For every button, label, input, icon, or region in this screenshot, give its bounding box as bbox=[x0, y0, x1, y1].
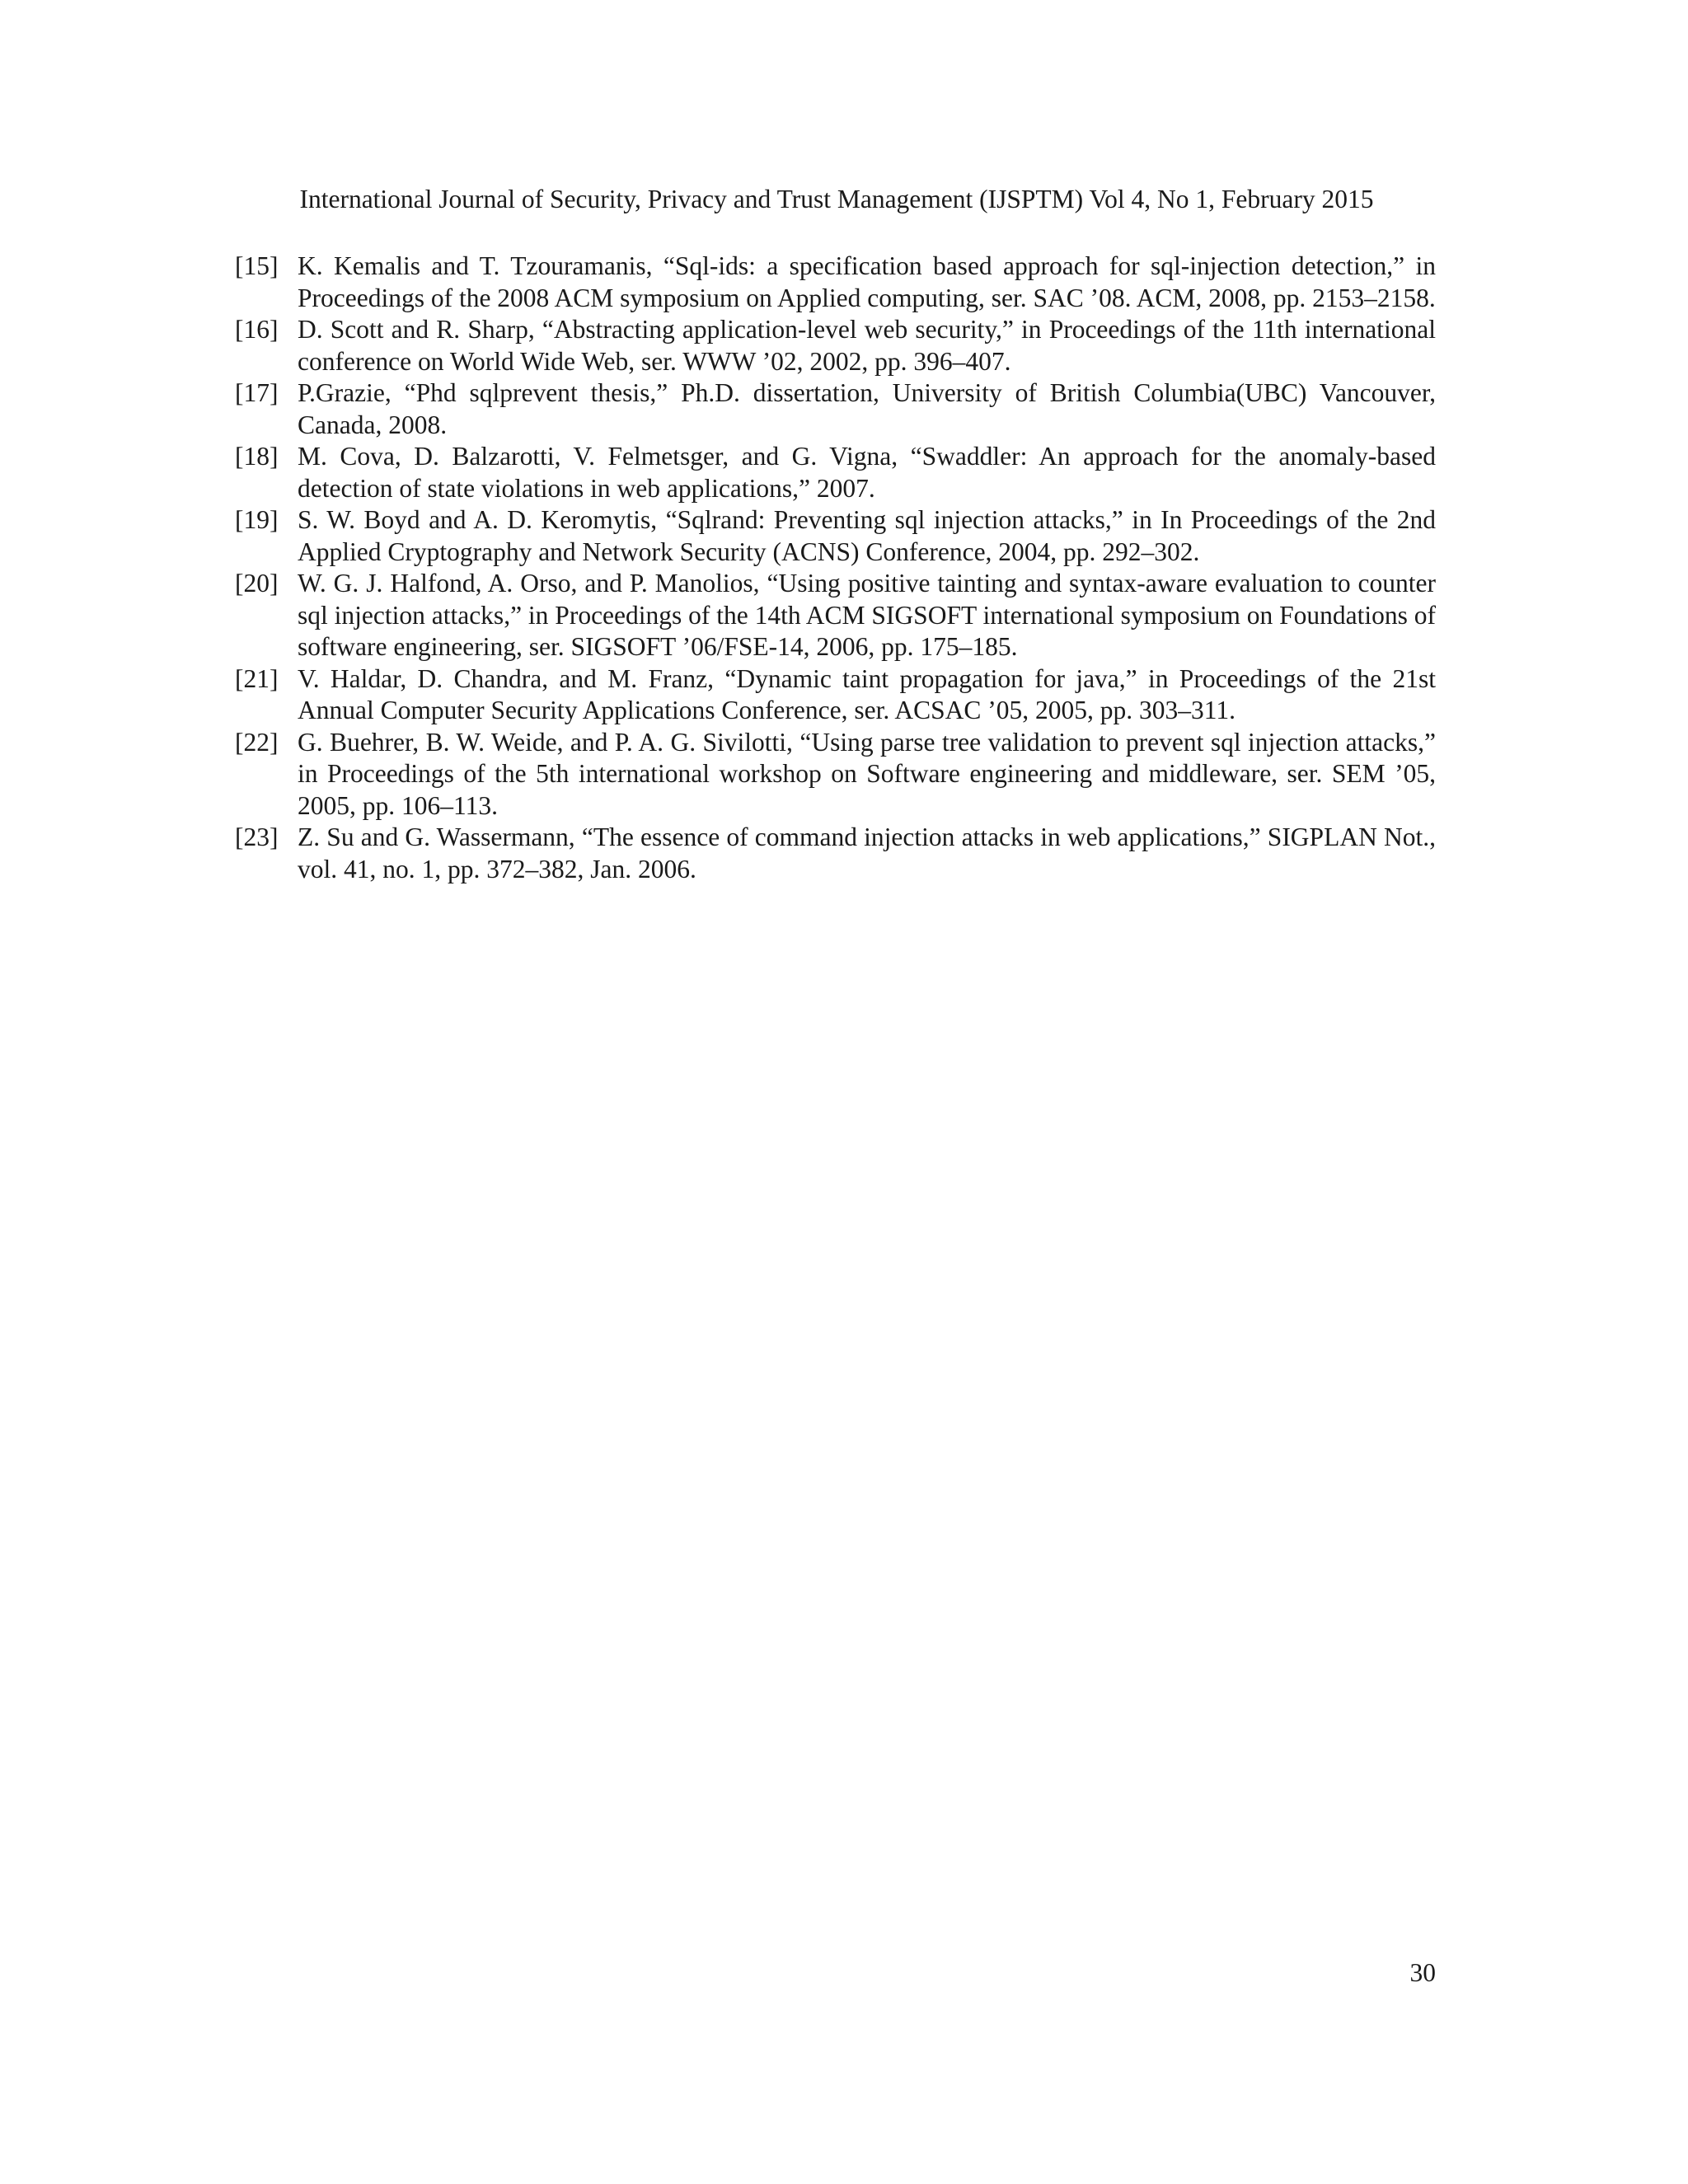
journal-running-header: International Journal of Security, Privacy and Trust Management (IJSPTM) Vol 4, No 1, February 2015 bbox=[299, 185, 1374, 213]
reference-number: [21] bbox=[235, 663, 279, 693]
reference-number: [23] bbox=[235, 823, 279, 851]
reference-item-18 bbox=[235, 441, 1436, 504]
reference-item-22 bbox=[235, 727, 1436, 823]
reference-text: W. G. J. Halfond, A. Orso, and P. Manolios, “Using positive tainting and syntax-aware evaluation to counter sql injection attacks,” in Proceedings of the 14th ACM SIGSOFT international symposium on Foundations of software engineering, ser. SIGSOFT ’06/FSE-14, 2006, pp. 175–185. bbox=[298, 569, 1436, 661]
reference-number: [19] bbox=[235, 505, 279, 534]
reference-item-17 bbox=[235, 377, 1436, 441]
reference-item-21 bbox=[235, 663, 1436, 727]
reference-text: D. Scott and R. Sharp, “Abstracting application-level web security,” in Proceedings of the 11th international conference on World Wide Web, ser. WWW ’02, 2002, pp. 396–407. bbox=[298, 315, 1436, 376]
reference-text: S. W. Boyd and A. D. Keromytis, “Sqlrand: Preventing sql injection attacks,” in In Proceedings of the 2nd Applied Cryptography and Network Security (ACNS) Conference, 2004, pp. 292–302. bbox=[298, 505, 1436, 566]
reference-text: V. Haldar, D. Chandra, and M. Franz, “Dynamic taint propagation for java,” in Proceedings of the 21st Annual Computer Security Applications Conference, ser. ACSAC ’05, 2005, pp. 303–311. bbox=[298, 663, 1436, 724]
page-number: 30 bbox=[1409, 1958, 1436, 1987]
reference-text: G. Buehrer, B. W. Weide, and P. A. G. Sivilotti, “Using parse tree validation to prevent sql injection attacks,” in Proceedings of the 5th international workshop on Software engineering and middleware, ser. SEM ’05, 2005, pp. 106–113. bbox=[298, 727, 1436, 820]
reference-text: K. Kemalis and T. Tzouramanis, “Sql-ids: a specification based approach for sql-injection detection,” in Proceedings of the 2008 ACM symposium on Applied computing, ser. SAC ’08. ACM, 2008, pp. 2153–2158. bbox=[298, 251, 1436, 312]
reference-number: [20] bbox=[235, 569, 279, 598]
reference-number: [15] bbox=[235, 251, 279, 280]
reference-item-16 bbox=[235, 314, 1436, 377]
reference-item-15 bbox=[235, 251, 1436, 314]
reference-list bbox=[235, 251, 1436, 885]
reference-text: P.Grazie, “Phd sqlprevent thesis,” Ph.D. dissertation, University of British Columbia(UBC) Vancouver, Canada, 2008. bbox=[298, 378, 1436, 439]
reference-number: [18] bbox=[235, 442, 279, 471]
reference-item-19 bbox=[235, 504, 1436, 568]
reference-item-23 bbox=[235, 822, 1436, 885]
reference-number: [22] bbox=[235, 727, 279, 757]
reference-text: M. Cova, D. Balzarotti, V. Felmetsger, and G. Vigna, “Swaddler: An approach for the anomaly-based detection of state violations in web applications,” 2007. bbox=[298, 442, 1436, 503]
reference-number: [16] bbox=[235, 315, 279, 344]
reference-text: Z. Su and G. Wassermann, “The essence of command injection attacks in web applications,” SIGPLAN Not., vol. 41, no. 1, pp. 372–382, Jan. 2006. bbox=[298, 823, 1436, 883]
reference-item-20 bbox=[235, 568, 1436, 663]
reference-number: [17] bbox=[235, 378, 279, 407]
